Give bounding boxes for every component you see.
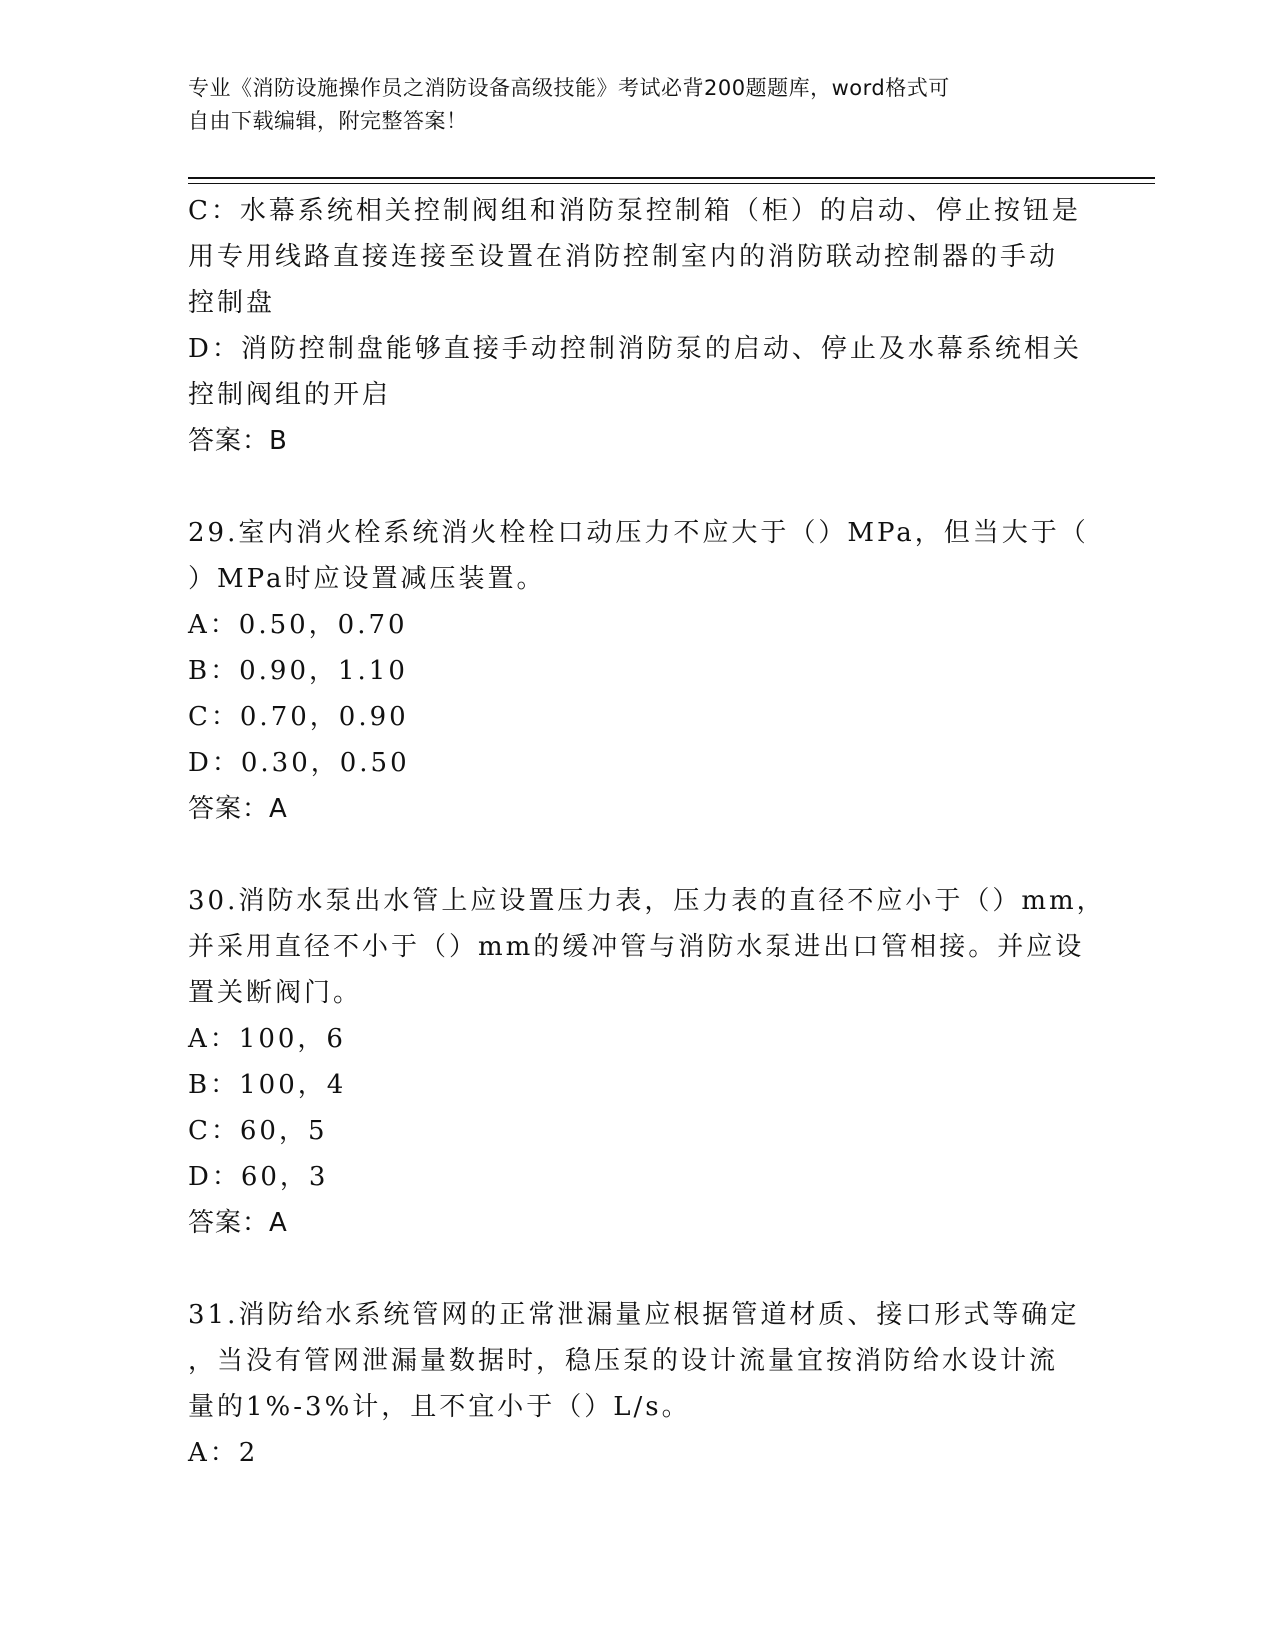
question-30-stem-line-2: 并采用直径不小于（）mm的缓冲管与消防水泵进出口管相接。并应设 (188, 932, 1085, 962)
option-b: B：100，4 (188, 1070, 347, 1100)
option-c: C：60，5 (188, 1116, 328, 1146)
option-b: B：0.90，1.10 (188, 656, 408, 686)
question-30-stem-line-3: 置关断阀门。 (188, 978, 363, 1008)
option-c-line-2: 用专用线路直接连接至设置在消防控制室内的消防联动控制器的手动 (188, 242, 1059, 272)
question-30-stem-line-1: 30.消防水泵出水管上应设置压力表，压力表的直径不应小于（）mm， (188, 886, 1106, 916)
option-d-line-2: 控制阀组的开启 (188, 380, 392, 410)
question-29-stem-line-1: 29.室内消火栓系统消火栓栓口动压力不应大于（）MPa，但当大于（ (188, 518, 1089, 548)
header-line-2: 自由下载编辑，附完整答案！ (188, 109, 468, 133)
option-d: D：0.30，0.50 (188, 748, 410, 778)
question-29-stem-line-2: ）MPa时应设置减压装置。 (188, 564, 546, 594)
option-c: C：0.70，0.90 (188, 702, 409, 732)
spacer (188, 464, 1078, 510)
header-divider-thin (188, 183, 1155, 184)
answer-30: 答案：A (188, 1208, 288, 1238)
question-29 (188, 510, 1089, 832)
question-31-stem-line-3: 量的1%-3%计，且不宜小于（）L/s。 (188, 1392, 691, 1422)
option-d: D：60，3 (188, 1162, 329, 1192)
header-line-1: 专业《消防设施操作员之消防设备高级技能》考试必背200题题库，word格式可 (188, 76, 950, 100)
option-c-line-3: 控制盘 (188, 288, 276, 318)
option-a: A：2 (188, 1438, 259, 1468)
answer-29: 答案：A (188, 794, 288, 824)
question-28-continued (188, 188, 1082, 464)
question-31-stem-line-1: 31.消防给水系统管网的正常泄漏量应根据管道材质、接口形式等确定 (188, 1300, 1080, 1330)
question-31 (188, 1292, 1078, 1476)
question-30 (188, 878, 1106, 1246)
answer-28: 答案：B (188, 426, 288, 456)
option-c-line-1: C：水幕系统相关控制阀组和消防泵控制箱（柜）的启动、停止按钮是 (188, 196, 1081, 226)
spacer (188, 1246, 1078, 1292)
header-divider-thick (188, 177, 1155, 179)
option-a: A：0.50，0.70 (188, 610, 408, 640)
document-header (188, 72, 1068, 138)
option-d-line-1: D：消防控制盘能够直接手动控制消防泵的启动、停止及水幕系统相关 (188, 334, 1082, 364)
spacer (188, 832, 1078, 878)
document-body (188, 188, 1106, 1476)
question-31-stem-line-2: ，当没有管网泄漏量数据时，稳压泵的设计流量宜按消防给水设计流 (188, 1346, 1059, 1376)
option-a: A：100，6 (188, 1024, 346, 1054)
